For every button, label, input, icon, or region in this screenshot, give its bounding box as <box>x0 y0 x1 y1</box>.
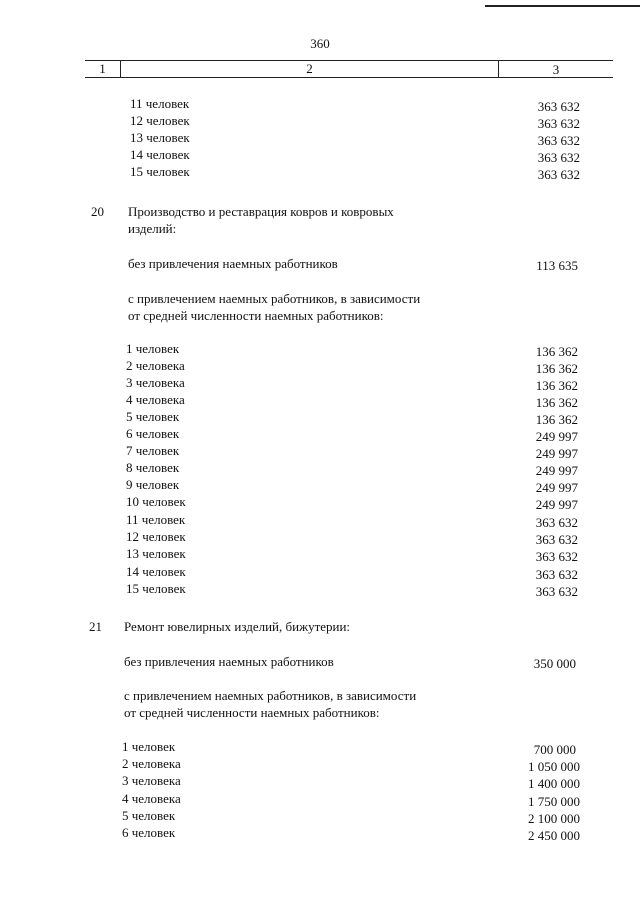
row-value: 249 997 <box>535 429 578 444</box>
row-label: 9 человек <box>126 477 180 492</box>
hire-description: с привлечением наемных работников, в зависимости <box>128 291 421 306</box>
table-header <box>85 60 613 78</box>
row-value: 136 362 <box>535 412 578 427</box>
row-label: 1 человек <box>126 341 180 356</box>
row-label: 15 человек <box>130 164 190 179</box>
row-label: 14 человек <box>130 147 190 162</box>
row-label: 6 человек <box>122 825 176 840</box>
row-value: 1 050 000 <box>528 759 580 774</box>
row-label: 6 человек <box>126 426 180 441</box>
hire-description: с привлечением наемных работников, в зависимости <box>124 688 417 703</box>
row-value: 136 362 <box>535 378 578 393</box>
row-value: 136 362 <box>535 344 578 359</box>
row-value: 363 632 <box>535 549 578 564</box>
header-col-2: 2 <box>306 61 313 76</box>
row-label: 3 человека <box>126 375 185 390</box>
row-label: 12 человек <box>130 113 190 128</box>
no-hire-label: без привлечения наемных работников <box>124 654 334 669</box>
top-edge-rule <box>485 5 640 7</box>
row-label: 13 человек <box>130 130 190 145</box>
row-value: 700 000 <box>533 742 576 757</box>
section-number: 21 <box>89 619 102 634</box>
row-label: 12 человек <box>126 529 186 544</box>
row-label: 4 человека <box>122 791 181 806</box>
row-value: 363 632 <box>537 167 580 182</box>
row-label: 8 человек <box>126 460 180 475</box>
hire-description: от средней численности наемных работников: <box>128 308 384 323</box>
row-value: 249 997 <box>535 446 578 461</box>
section-title: изделий: <box>128 221 177 236</box>
row-value: 363 632 <box>535 532 578 547</box>
row-label: 14 человек <box>126 564 186 579</box>
row-label: 5 человек <box>126 409 180 424</box>
row-value: 136 362 <box>535 395 578 410</box>
hire-description: от средней численности наемных работников: <box>124 705 380 720</box>
row-value: 136 362 <box>535 361 578 376</box>
row-value: 363 632 <box>535 584 578 599</box>
row-label: 13 человек <box>126 546 186 561</box>
row-label: 11 человек <box>126 512 186 527</box>
row-label: 15 человек <box>126 581 186 596</box>
row-value: 2 450 000 <box>528 828 580 843</box>
row-label: 11 человек <box>130 96 190 111</box>
no-hire-label: без привлечения наемных работников <box>128 256 338 271</box>
row-label: 2 человека <box>122 756 181 771</box>
row-label: 4 человека <box>126 392 185 407</box>
row-value: 249 997 <box>535 463 578 478</box>
no-hire-value: 113 635 <box>536 258 578 273</box>
row-value: 363 632 <box>537 99 580 114</box>
section-title: Ремонт ювелирных изделий, бижутерии: <box>124 619 351 634</box>
row-value: 363 632 <box>535 515 578 530</box>
header-col-3: 3 <box>552 62 560 77</box>
page-number: 360 <box>310 36 330 51</box>
row-value: 363 632 <box>537 116 580 131</box>
row-label: 1 человек <box>122 739 176 754</box>
header-col-1: 1 <box>99 61 106 76</box>
row-label: 5 человек <box>122 808 176 823</box>
row-value: 2 100 000 <box>528 811 580 826</box>
row-value: 1 750 000 <box>528 794 580 809</box>
row-value: 363 632 <box>537 133 580 148</box>
section-title: Производство и реставрация ковров и ковровых <box>128 204 394 219</box>
row-label: 7 человек <box>126 443 180 458</box>
row-label: 2 человека <box>126 358 185 373</box>
row-value: 249 997 <box>535 480 578 495</box>
row-value: 363 632 <box>537 150 580 165</box>
row-value: 363 632 <box>535 567 578 582</box>
section-number: 20 <box>91 204 104 219</box>
no-hire-value: 350 000 <box>533 656 576 671</box>
row-value: 1 400 000 <box>528 776 580 791</box>
row-label: 3 человека <box>122 773 181 788</box>
row-value: 249 997 <box>535 497 578 512</box>
row-label: 10 человек <box>126 494 186 509</box>
